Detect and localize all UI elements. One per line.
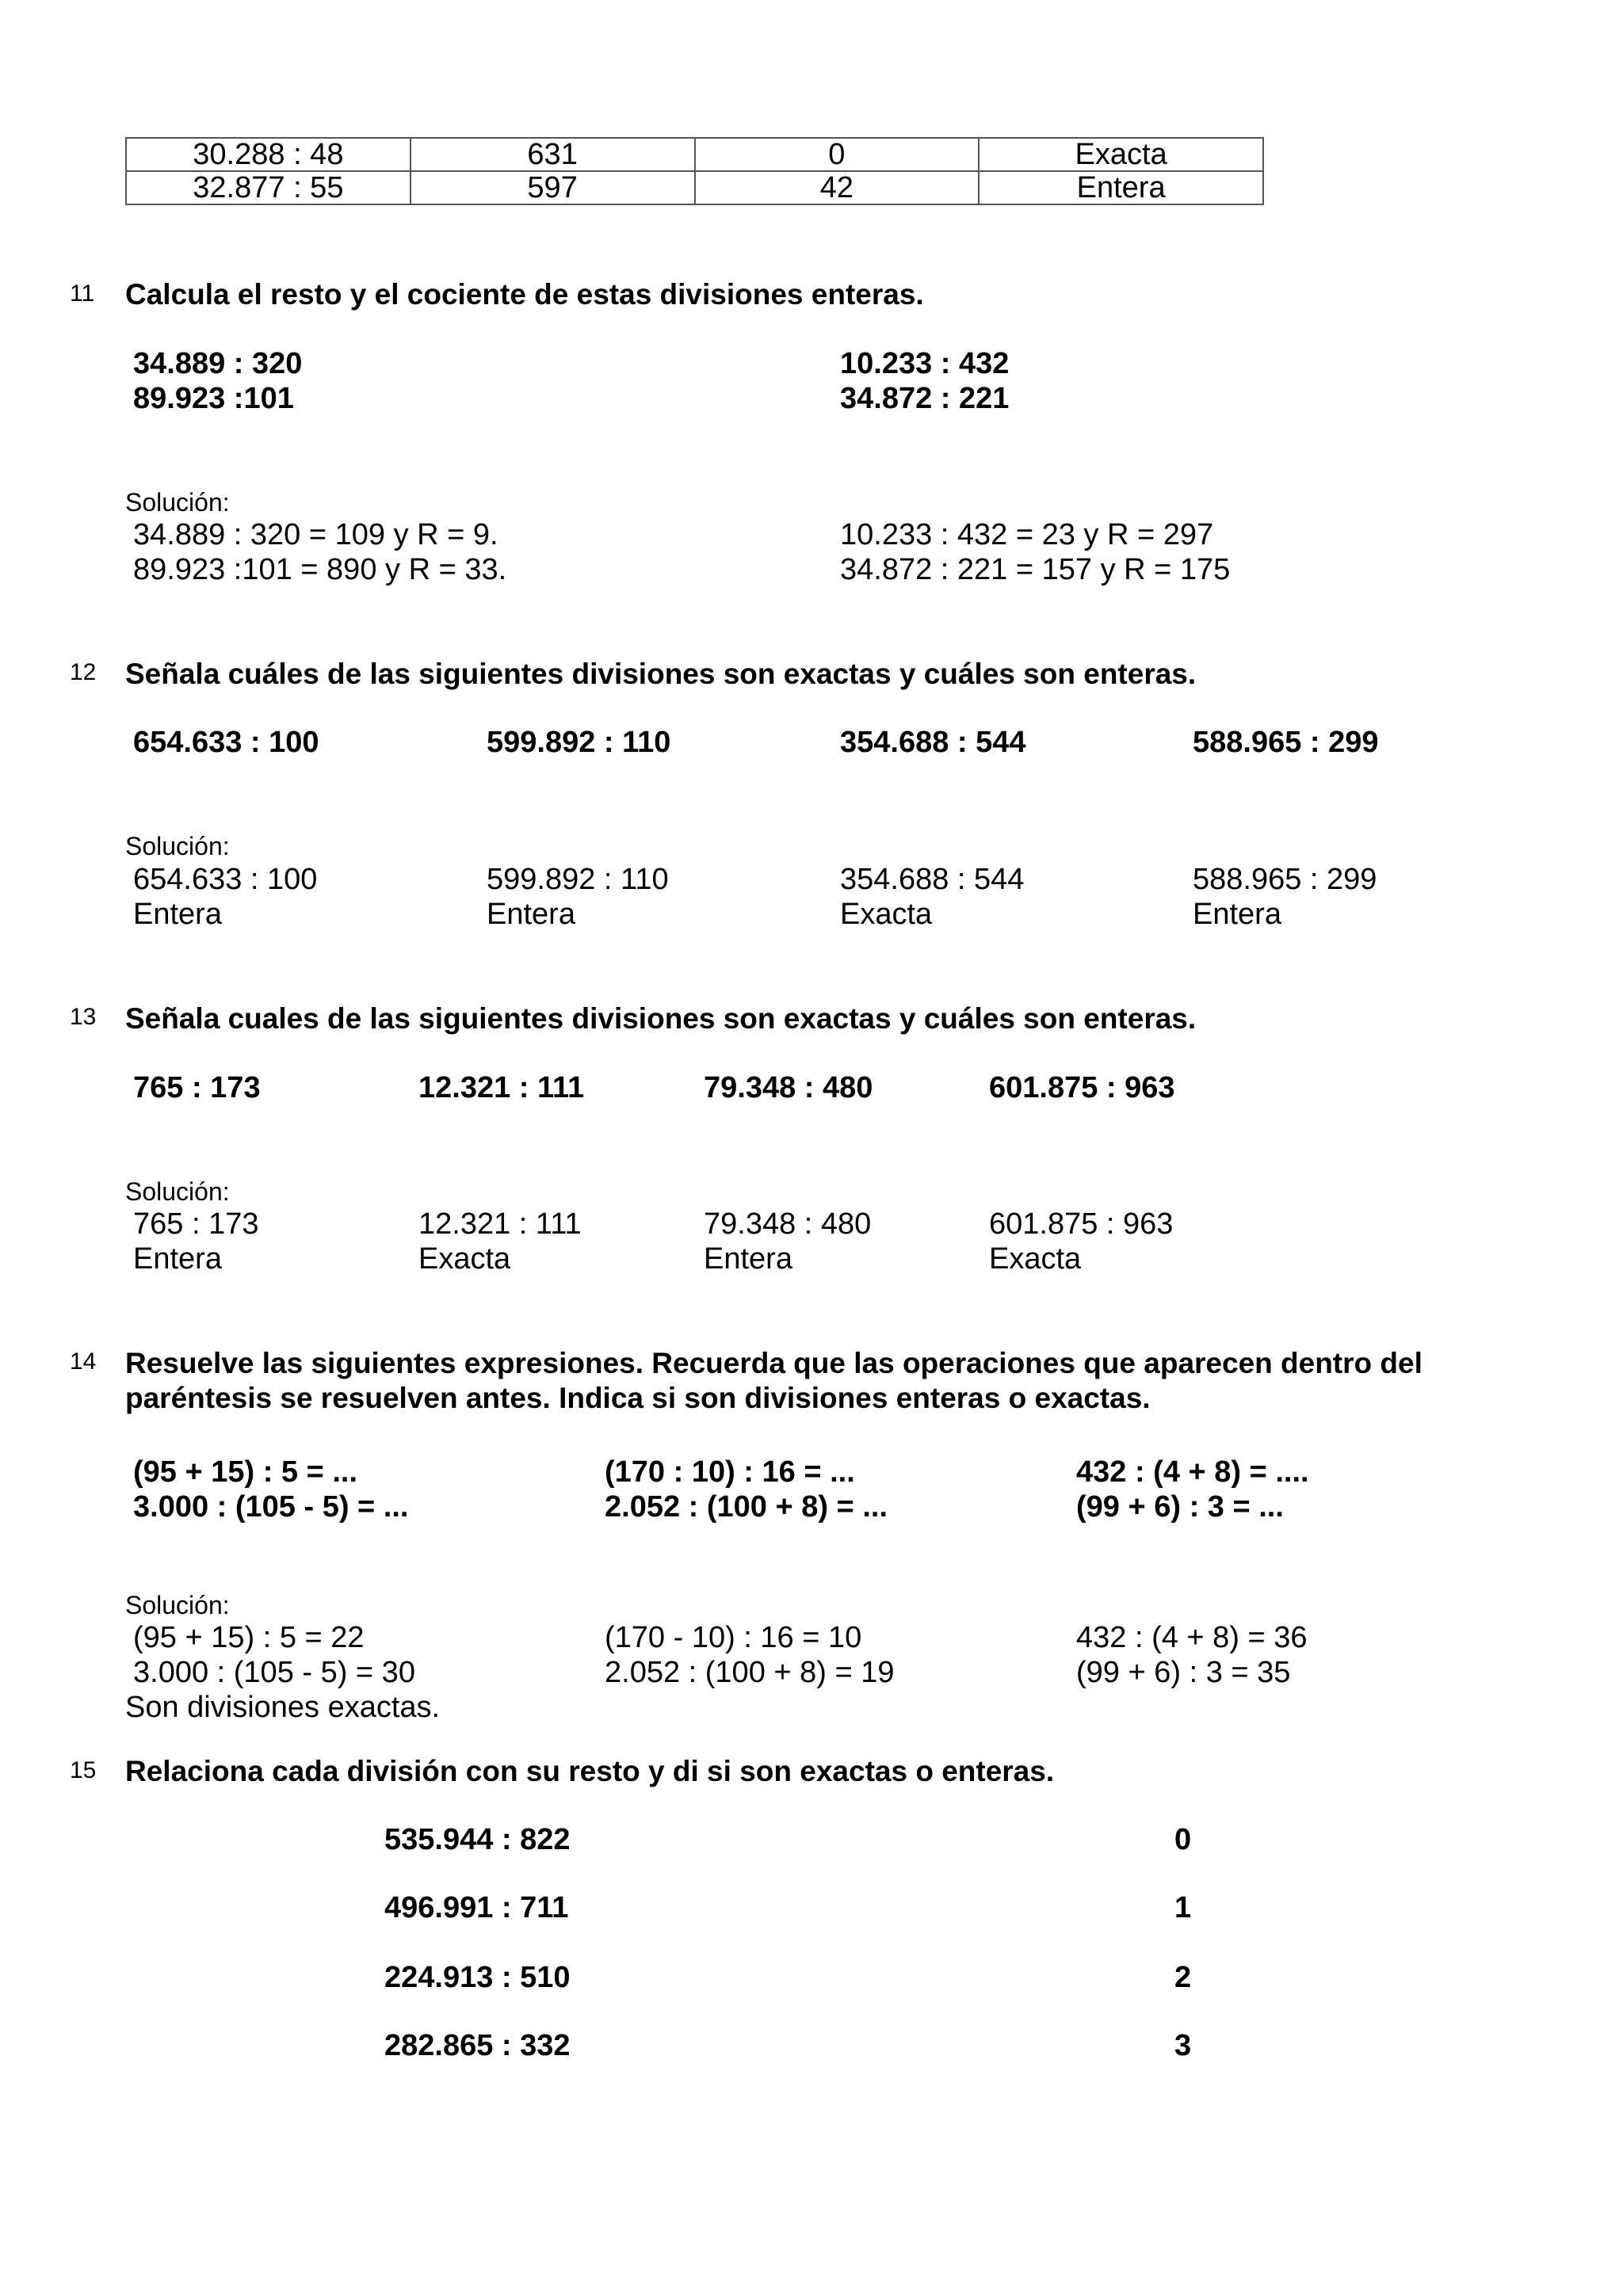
division-item: 599.892 : 110 — [487, 726, 671, 759]
division-item: 224.913 : 510 — [384, 1961, 571, 1994]
table-cell: 42 — [695, 171, 980, 204]
division-type: Exacta — [840, 898, 933, 931]
solution-item: 765 : 173 — [133, 1207, 259, 1241]
solution-item: (99 + 6) : 3 = 35 — [1076, 1656, 1291, 1689]
expression-item: 432 : (4 + 8) = .... — [1076, 1455, 1309, 1489]
expression-item: (95 + 15) : 5 = ... — [133, 1455, 358, 1489]
division-type: Entera — [1193, 898, 1281, 931]
division-item: 34.872 : 221 — [840, 382, 1010, 415]
solution-label: Solución: — [125, 1591, 230, 1619]
expression-item: 2.052 : (100 + 8) = ... — [605, 1490, 888, 1524]
solution-label: Solución: — [125, 1177, 230, 1206]
table-row — [126, 171, 1263, 204]
table-cell: 597 — [411, 171, 695, 204]
table-cell: 30.288 : 48 — [126, 138, 411, 171]
question-title: Señala cuáles de las siguientes divisiones son exactas y cuáles son enteras. — [125, 658, 1197, 690]
question-title: Calcula el resto y el cociente de estas divisiones enteras. — [125, 278, 924, 311]
division-item: 354.688 : 544 — [840, 726, 1026, 759]
solution-item: 601.875 : 963 — [989, 1207, 1174, 1241]
division-results-table — [125, 137, 1264, 205]
table-cell: 631 — [411, 138, 695, 171]
solution-item: 654.633 : 100 — [133, 863, 318, 896]
division-item: 588.965 : 299 — [1193, 726, 1379, 759]
division-item: 765 : 173 — [133, 1071, 261, 1104]
expression-item: (170 : 10) : 16 = ... — [605, 1455, 855, 1489]
solution-item: 89.923 :101 = 890 y R = 33. — [133, 553, 507, 586]
division-item: 34.889 : 320 — [133, 347, 303, 380]
solution-item: 354.688 : 544 — [840, 863, 1025, 896]
question-title: Señala cuales de las siguientes divisiones son exactas y cuáles son enteras. — [125, 1002, 1197, 1035]
solution-item: 2.052 : (100 + 8) = 19 — [605, 1656, 895, 1689]
remainder-item: 0 — [1174, 1823, 1192, 1856]
expression-item: 3.000 : (105 - 5) = ... — [133, 1490, 409, 1524]
solution-item: 10.233 : 432 = 23 y R = 297 — [840, 518, 1214, 551]
division-type: Entera — [704, 1242, 792, 1276]
division-item: 89.923 :101 — [133, 382, 294, 415]
division-type: Entera — [133, 1242, 222, 1276]
solution-label: Solución: — [125, 832, 230, 860]
solution-item: 599.892 : 110 — [487, 863, 669, 896]
question-title: Relaciona cada división con su resto y di si son exactas o enteras. — [125, 1755, 1055, 1787]
division-type: Entera — [133, 898, 222, 931]
question-title: Resuelve las siguientes expresiones. Recuerda que las operaciones que aparecen dentro del — [125, 1347, 1423, 1379]
expression-item: (99 + 6) : 3 = ... — [1076, 1490, 1284, 1524]
division-item: 496.991 : 711 — [384, 1891, 569, 1924]
remainder-item: 1 — [1174, 1891, 1192, 1924]
question-number: 13 — [70, 1004, 97, 1030]
table-cell: 0 — [695, 138, 980, 171]
solution-item: (95 + 15) : 5 = 22 — [133, 1621, 365, 1654]
question-number: 15 — [70, 1757, 97, 1783]
division-type: Exacta — [418, 1242, 511, 1276]
solution-item: 3.000 : (105 - 5) = 30 — [133, 1656, 415, 1689]
solution-item: 12.321 : 111 — [418, 1207, 582, 1241]
solution-item: 34.889 : 320 = 109 y R = 9. — [133, 518, 498, 551]
remainder-item: 3 — [1174, 2029, 1192, 2062]
division-item: 535.944 : 822 — [384, 1823, 571, 1856]
remainder-item: 2 — [1174, 1961, 1192, 1994]
table-row — [126, 138, 1263, 171]
question-number: 11 — [70, 280, 95, 307]
division-item: 79.348 : 480 — [704, 1071, 873, 1104]
solution-label: Solución: — [125, 488, 230, 517]
division-item: 10.233 : 432 — [840, 347, 1010, 380]
division-item: 654.633 : 100 — [133, 726, 319, 759]
division-item: 282.865 : 332 — [384, 2029, 571, 2062]
table-cell: 32.877 : 55 — [126, 171, 411, 204]
question-number: 12 — [70, 659, 97, 685]
table-cell: Exacta — [979, 138, 1263, 171]
question-number: 14 — [70, 1348, 97, 1375]
table-cell: Entera — [979, 171, 1263, 204]
division-type: Exacta — [989, 1242, 1082, 1276]
solution-item: (170 - 10) : 16 = 10 — [605, 1621, 862, 1654]
division-item: 601.875 : 963 — [989, 1071, 1175, 1104]
division-item: 12.321 : 111 — [418, 1071, 585, 1104]
solution-item: 588.965 : 299 — [1193, 863, 1377, 896]
solution-conclusion: Son divisiones exactas. — [125, 1691, 441, 1724]
solution-item: 432 : (4 + 8) = 36 — [1076, 1621, 1308, 1654]
question-title: paréntesis se resuelven antes. Indica si son divisiones enteras o exactas. — [125, 1382, 1151, 1414]
division-type: Entera — [487, 898, 575, 931]
solution-item: 79.348 : 480 — [704, 1207, 872, 1241]
solution-item: 34.872 : 221 = 157 y R = 175 — [840, 553, 1231, 586]
